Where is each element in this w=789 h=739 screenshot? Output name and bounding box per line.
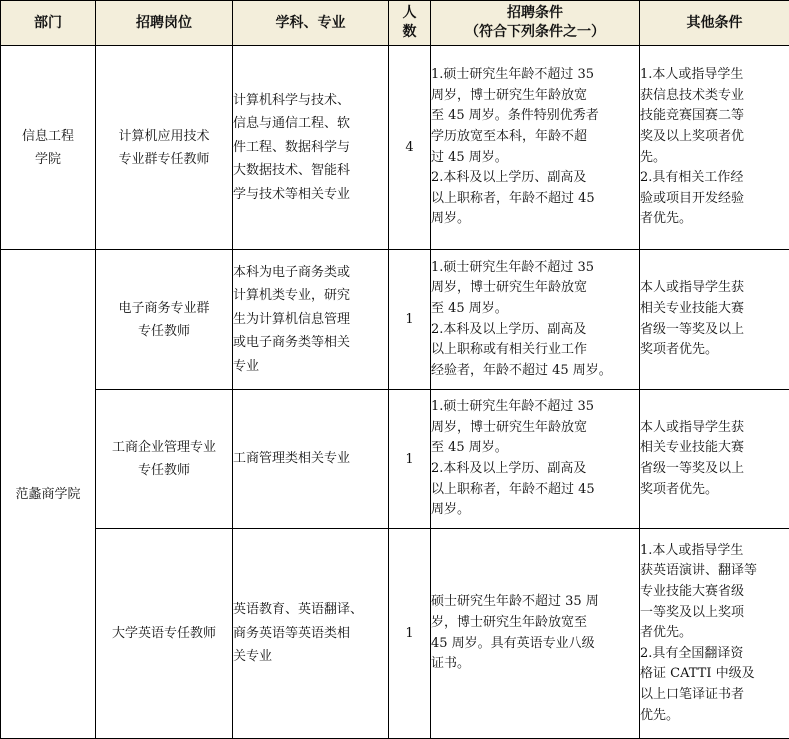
dept-cell bbox=[1, 46, 96, 250]
cell-text-line: 关专业 bbox=[233, 645, 388, 669]
header-other: 其他条件 bbox=[640, 1, 789, 46]
header-count-line1: 人 bbox=[389, 4, 430, 23]
position-cell bbox=[96, 529, 233, 739]
position-cell bbox=[96, 250, 233, 390]
cell-text-line: 专任教师 bbox=[96, 459, 232, 482]
header-conditions bbox=[431, 1, 640, 46]
cell-text-line: 周岁，博士研究生年龄放宽 bbox=[431, 86, 639, 107]
conditions-cell bbox=[431, 250, 640, 390]
cell-text-line: 省级一等奖及以上 bbox=[640, 459, 789, 480]
cell-text-line: 专任教师 bbox=[96, 320, 232, 343]
cell-text-line: 范蠡商学院 bbox=[1, 483, 95, 506]
conditions-cell bbox=[431, 529, 640, 739]
cell-text-line: 学历放宽至本科，年龄不超 bbox=[431, 127, 639, 148]
header-conditions-line1: 招聘条件 bbox=[431, 4, 639, 23]
cell-text-line: 者优先。 bbox=[640, 623, 789, 644]
other-conditions-cell bbox=[640, 529, 789, 739]
table-row bbox=[1, 529, 789, 739]
cell-text-line: 证书。 bbox=[431, 654, 639, 675]
cell-text-line: 相关专业技能大赛 bbox=[640, 299, 789, 320]
cell-text-line: 至 45 周岁。 bbox=[431, 438, 639, 459]
cell-text-line: 奖项者优先。 bbox=[640, 340, 789, 361]
cell-text-line: 过 45 周岁。 bbox=[431, 148, 639, 169]
cell-text-line: 工商管理类相关专业 bbox=[233, 447, 388, 471]
major-cell bbox=[233, 46, 389, 250]
cell-text-line: 大数据技术、智能科 bbox=[233, 159, 388, 183]
cell-text-line: 学与技术等相关专业 bbox=[233, 183, 388, 207]
cell-text-line: 以上职称者，年龄不超过 45 bbox=[431, 480, 639, 501]
count-cell: 4 bbox=[389, 46, 431, 250]
other-conditions-cell bbox=[640, 250, 789, 390]
cell-text-line: 1.硕士研究生年龄不超过 35 bbox=[431, 258, 639, 279]
cell-text-line: 计算机科学与技术、 bbox=[233, 89, 388, 113]
table-row bbox=[1, 390, 789, 529]
conditions-cell bbox=[431, 390, 640, 529]
cell-text-line: 周岁。 bbox=[431, 209, 639, 230]
cell-text-line: 技能竞赛国赛二等 bbox=[640, 106, 789, 127]
cell-text-line: 商务英语等英语类相 bbox=[233, 622, 388, 646]
cell-text-line: 本人或指导学生获 bbox=[640, 278, 789, 299]
cell-text-line: 一等奖及以上奖项 bbox=[640, 603, 789, 624]
cell-text-line: 件工程、数据科学与 bbox=[233, 136, 388, 160]
cell-text-line: 信息工程 bbox=[1, 125, 95, 148]
cell-text-line: 专业群专任教师 bbox=[96, 148, 232, 171]
header-conditions-line2: （符合下列条件之一） bbox=[431, 23, 639, 42]
cell-text-line: 以上职称者，年龄不超过 45 bbox=[431, 189, 639, 210]
cell-text-line: 1.本人或指导学生 bbox=[640, 65, 789, 86]
count-cell: 1 bbox=[389, 529, 431, 739]
cell-text-line: 以上职称或有相关行业工作 bbox=[431, 340, 639, 361]
major-cell bbox=[233, 390, 389, 529]
header-count bbox=[389, 1, 431, 46]
cell-text-line: 验或项目开发经验 bbox=[640, 189, 789, 210]
count-cell: 1 bbox=[389, 390, 431, 529]
cell-text-line: 2.具有全国翻译资 bbox=[640, 644, 789, 665]
cell-text-line: 计算机类专业，研究 bbox=[233, 284, 388, 308]
header-row bbox=[1, 1, 789, 46]
header-dept: 部门 bbox=[1, 1, 96, 46]
cell-text-line: 45 周岁。具有英语专业八级 bbox=[431, 634, 639, 655]
table-row bbox=[1, 250, 789, 390]
cell-text-line: 1.本人或指导学生 bbox=[640, 541, 789, 562]
cell-text-line: 2.本科及以上学历、副高及 bbox=[431, 320, 639, 341]
other-conditions-cell bbox=[640, 46, 789, 250]
position-cell bbox=[96, 46, 233, 250]
header-count-line2: 数 bbox=[389, 23, 430, 42]
position-cell bbox=[96, 390, 233, 529]
cell-text-line: 相关专业技能大赛 bbox=[640, 438, 789, 459]
cell-text-line: 经验者，年龄不超过 45 周岁。 bbox=[431, 361, 639, 382]
cell-text-line: 先。 bbox=[640, 148, 789, 169]
cell-text-line: 硕士研究生年龄不超过 35 周 bbox=[431, 592, 639, 613]
cell-text-line: 奖及以上奖项者优 bbox=[640, 127, 789, 148]
cell-text-line: 者优先。 bbox=[640, 209, 789, 230]
cell-text-line: 获信息技术类专业 bbox=[640, 86, 789, 107]
cell-text-line: 学院 bbox=[1, 148, 95, 171]
cell-text-line: 至 45 周岁。 bbox=[431, 299, 639, 320]
cell-text-line: 周岁。 bbox=[431, 500, 639, 521]
dept-cell bbox=[1, 250, 96, 739]
cell-text-line: 专业 bbox=[233, 355, 388, 379]
cell-text-line: 岁，博士研究生年龄放宽至 bbox=[431, 613, 639, 634]
cell-text-line: 周岁，博士研究生年龄放宽 bbox=[431, 418, 639, 439]
other-conditions-cell bbox=[640, 390, 789, 529]
cell-text-line: 或电子商务类等相关 bbox=[233, 331, 388, 355]
cell-text-line: 2.本科及以上学历、副高及 bbox=[431, 168, 639, 189]
major-cell bbox=[233, 250, 389, 390]
cell-text-line: 本科为电子商务类或 bbox=[233, 261, 388, 285]
major-cell bbox=[233, 529, 389, 739]
cell-text-line: 1.硕士研究生年龄不超过 35 bbox=[431, 65, 639, 86]
cell-text-line: 奖项者优先。 bbox=[640, 480, 789, 501]
cell-text-line: 本人或指导学生获 bbox=[640, 418, 789, 439]
count-cell: 1 bbox=[389, 250, 431, 390]
cell-text-line: 专业技能大赛省级 bbox=[640, 582, 789, 603]
cell-text-line: 至 45 周岁。条件特别优秀者 bbox=[431, 106, 639, 127]
cell-text-line: 工商企业管理专业 bbox=[96, 436, 232, 459]
header-major: 学科、专业 bbox=[233, 1, 389, 46]
cell-text-line: 省级一等奖及以上 bbox=[640, 320, 789, 341]
cell-text-line: 电子商务专业群 bbox=[96, 297, 232, 320]
cell-text-line: 2.具有相关工作经 bbox=[640, 168, 789, 189]
cell-text-line: 1.硕士研究生年龄不超过 35 bbox=[431, 397, 639, 418]
conditions-cell bbox=[431, 46, 640, 250]
cell-text-line: 格证 CATTI 中级及 bbox=[640, 664, 789, 685]
cell-text-line: 周岁，博士研究生年龄放宽 bbox=[431, 278, 639, 299]
cell-text-line: 以上口笔译证书者 bbox=[640, 685, 789, 706]
cell-text-line: 英语教育、英语翻译、 bbox=[233, 598, 388, 622]
cell-text-line: 生为计算机信息管理 bbox=[233, 308, 388, 332]
cell-text-line: 优先。 bbox=[640, 706, 789, 727]
cell-text-line: 2.本科及以上学历、副高及 bbox=[431, 459, 639, 480]
header-position: 招聘岗位 bbox=[96, 1, 233, 46]
cell-text-line: 大学英语专任教师 bbox=[96, 622, 232, 645]
table-row bbox=[1, 46, 789, 250]
cell-text-line: 计算机应用技术 bbox=[96, 125, 232, 148]
cell-text-line: 获英语演讲、翻译等 bbox=[640, 561, 789, 582]
cell-text-line: 信息与通信工程、软 bbox=[233, 112, 388, 136]
